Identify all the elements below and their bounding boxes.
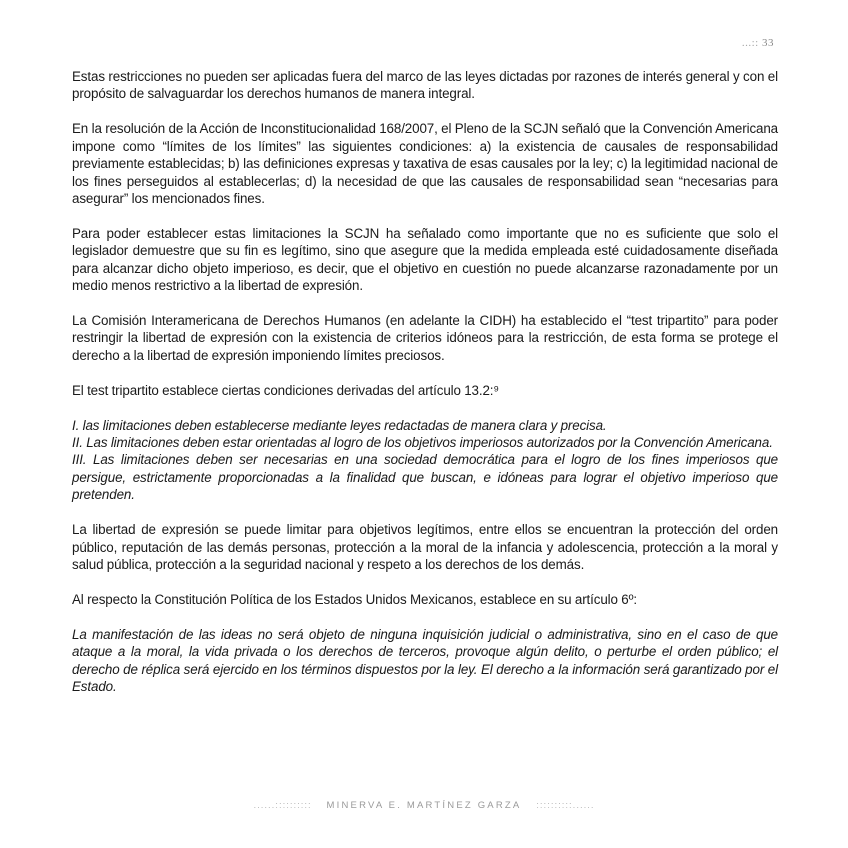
page-number (742, 37, 774, 49)
list-item: III. Las limitaciones deben ser necesarias en una sociedad democrática para el logro de los fines imperiosos que persigue, estrictamente proporcionadas a la finalidad que buscan, e idóneas para lograr el objetivo imperioso que pretenden. (72, 452, 778, 503)
paragraph-test-conditions: El test tripartito establece ciertas condiciones derivadas del artículo 13.2:⁹ (72, 382, 500, 398)
page-footer (0, 800, 848, 811)
footer-right-dots: ::::::::::...... (536, 800, 595, 811)
constitution-quote: La manifestación de las ideas no será objeto de ninguna inquisición judicial o administrativa, sino en el caso de que ataque a la moral, la vida privada o los derechos de terceros, provoque algún delito, o perturbe el orden público; el derecho de réplica será ejercido en los términos dispuestos por la ley. El derecho a la información será garantizado por el Estado. (72, 626, 778, 694)
footer-left-dots: ......:::::::::: (253, 800, 312, 811)
paragraph-cidh-test: La Comisión Interamericana de Derechos Humanos (en adelante la CIDH) ha establecido el “test tripartito” para poder restringir la libertad de expresión con la existencia de criterios idóneos para la restricción, de esta forma se protege el derecho a la libertad de expresión imponiendo límites preciosos. (72, 312, 778, 363)
paragraph-constitution-intro: Al respecto la Constitución Política de los Estados Unidos Mexicanos, establece en su artículo 6º: (72, 591, 637, 607)
footer-author: MINERVA E. MARTÍNEZ GARZA (326, 800, 522, 811)
conditions-list (72, 417, 778, 504)
list-item: II. Las limitaciones deben estar orientadas al logro de los objetivos imperiosos autorizados por la Convención Americana. (72, 435, 773, 450)
document-body (72, 68, 778, 713)
paragraph-scjn-resolution: En la resolución de la Acción de Inconstitucionalidad 168/2007, el Pleno de la SCJN señaló que la Convención Americana impone como “límites de los límites” las siguientes condiciones: a) la existencia de causales de responsabilidad previamente establecidas; b) las definiciones expresas y taxativa de esas causales por la ley; c) la legitimidad nacional de los fines perseguidos al establecerlas; d) la necesidad de que las causales de responsabilidad sean “necesarias para asegurar” los mencionados fines. (72, 121, 778, 206)
paragraph-restrictions: Estas restricciones no pueden ser aplicadas fuera del marco de las leyes dictadas por razones de interés general y con el propósito de salvaguardar los derechos humanos de manera integral. (72, 69, 778, 102)
paragraph-scjn-limitations: Para poder establecer estas limitaciones la SCJN ha señalado como importante que no es suficiente que solo el legislador demuestre que su fin es legítimo, sino que asegure que la medida empleada esté cuidadosamente diseñada para alcanzar dicho objeto imperioso, es decir, que el objetivo en cuestión no puede alcanzarse razonadamente por un medio menos restrictivo a la libertad de expresión. (72, 225, 778, 294)
list-item: I. las limitaciones deben establecerse mediante leyes redactadas de manera clara y precisa. (72, 417, 607, 433)
paragraph-legitimate-objectives: La libertad de expresión se puede limitar para objetivos legítimos, entre ellos se encuentran la protección del orden público, reputación de las demás personas, protección a la moral de la infancia y adolescencia, protección a la moral y salud pública, protección a la seguridad nacional y respeto a los derechos de los demás. (72, 522, 778, 572)
page-number-dots: ...:: (741, 37, 759, 49)
page-number-value: 33 (762, 37, 774, 49)
